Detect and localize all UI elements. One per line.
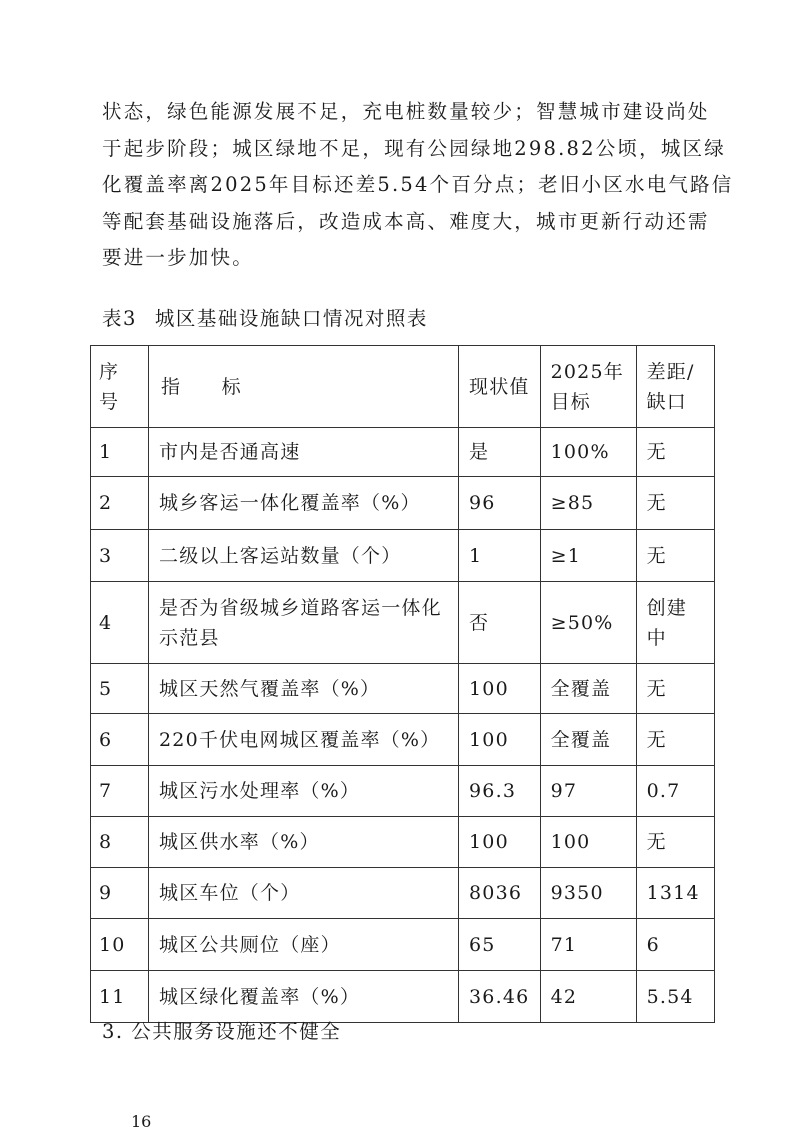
paragraph-line: 于起步阶段；城区绿地不足，现有公园绿地298.82公顷，城区绿 [102, 136, 726, 160]
cell-target: ≥1 [540, 530, 636, 582]
cell-current: 100 [459, 714, 541, 766]
cell-seq: 11 [91, 971, 149, 1023]
cell-target: 全覆盖 [540, 664, 636, 714]
cell-seq: 7 [91, 766, 149, 817]
cell-seq: 9 [91, 868, 149, 919]
infrastructure-gap-table [90, 345, 715, 1023]
cell-target: 42 [540, 971, 636, 1023]
cell-current: 100 [459, 664, 541, 714]
cell-indicator: 二级以上客运站数量（个） [149, 530, 459, 582]
header-indicator: 指 标 [149, 346, 459, 428]
cell-gap: 无 [636, 664, 714, 714]
cell-target: ≥85 [540, 477, 636, 530]
cell-seq: 3 [91, 530, 149, 582]
cell-gap: 无 [636, 817, 714, 868]
header-current: 现状值 [459, 346, 541, 428]
table-row [91, 530, 715, 582]
table-row [91, 428, 715, 477]
cell-seq: 1 [91, 428, 149, 477]
header-target: 2025年目标 [540, 346, 636, 428]
cell-indicator: 城区公共厕位（座） [149, 919, 459, 971]
cell-gap: 1314 [636, 868, 714, 919]
cell-seq: 5 [91, 664, 149, 714]
cell-seq: 8 [91, 817, 149, 868]
table-row [91, 817, 715, 868]
cell-target: 100 [540, 817, 636, 868]
table-row [91, 971, 715, 1023]
cell-indicator: 城乡客运一体化覆盖率（%） [149, 477, 459, 530]
cell-gap: 6 [636, 919, 714, 971]
paragraph-line: 要进一步加快。 [102, 246, 254, 270]
table-caption-title: 城区基础设施缺口情况对照表 [154, 307, 428, 330]
table-caption [102, 303, 428, 331]
cell-gap: 0.7 [636, 766, 714, 817]
cell-indicator: 市内是否通高速 [149, 428, 459, 477]
cell-target: 71 [540, 919, 636, 971]
cell-indicator: 城区绿化覆盖率（%） [149, 971, 459, 1023]
cell-current: 96 [459, 477, 541, 530]
cell-gap: 无 [636, 428, 714, 477]
cell-target: 97 [540, 766, 636, 817]
cell-seq: 6 [91, 714, 149, 766]
cell-current: 65 [459, 919, 541, 971]
cell-gap: 创建中 [636, 582, 714, 664]
section-heading: 3. 公共服务设施还不健全 [102, 1020, 342, 1043]
cell-current: 36.46 [459, 971, 541, 1023]
cell-current: 8036 [459, 868, 541, 919]
cell-indicator: 城区污水处理率（%） [149, 766, 459, 817]
cell-indicator: 城区供水率（%） [149, 817, 459, 868]
body-paragraph [102, 94, 734, 277]
cell-indicator: 是否为省级城乡道路客运一体化示范县 [149, 582, 459, 664]
cell-indicator: 城区天然气覆盖率（%） [149, 664, 459, 714]
cell-current: 是 [459, 428, 541, 477]
table-row [91, 477, 715, 530]
cell-gap: 无 [636, 714, 714, 766]
cell-gap: 无 [636, 530, 714, 582]
cell-gap: 无 [636, 477, 714, 530]
cell-target: 9350 [540, 868, 636, 919]
cell-target: 全覆盖 [540, 714, 636, 766]
header-gap: 差距/缺口 [636, 346, 714, 428]
page-number: 16 [131, 1112, 152, 1131]
table-row [91, 919, 715, 971]
paragraph-line: 化覆盖率离2025年目标还差5.54个百分点；老旧小区水电气路信 [102, 173, 734, 197]
cell-target: ≥50% [540, 582, 636, 664]
header-seq: 序号 [91, 346, 149, 428]
cell-current: 96.3 [459, 766, 541, 817]
cell-target: 100% [540, 428, 636, 477]
paragraph-line: 状态，绿色能源发展不足，充电桩数量较少；智慧城市建设尚处 [102, 100, 710, 123]
table-row [91, 582, 715, 664]
paragraph-line: 等配套基础设施落后，改造成本高、难度大，城市更新行动还需 [102, 209, 710, 233]
cell-seq: 4 [91, 582, 149, 664]
cell-gap: 5.54 [636, 971, 714, 1023]
cell-current: 100 [459, 817, 541, 868]
cell-current: 1 [459, 530, 541, 582]
table-row [91, 868, 715, 919]
cell-seq: 2 [91, 477, 149, 530]
table-caption-number: 表3 [102, 307, 137, 330]
cell-indicator: 城区车位（个） [149, 868, 459, 919]
table-row [91, 664, 715, 714]
cell-current: 否 [459, 582, 541, 664]
cell-seq: 10 [91, 919, 149, 971]
table-header-row [91, 346, 715, 428]
table-row [91, 766, 715, 817]
table-row [91, 714, 715, 766]
cell-indicator: 220千伏电网城区覆盖率（%） [149, 714, 459, 766]
